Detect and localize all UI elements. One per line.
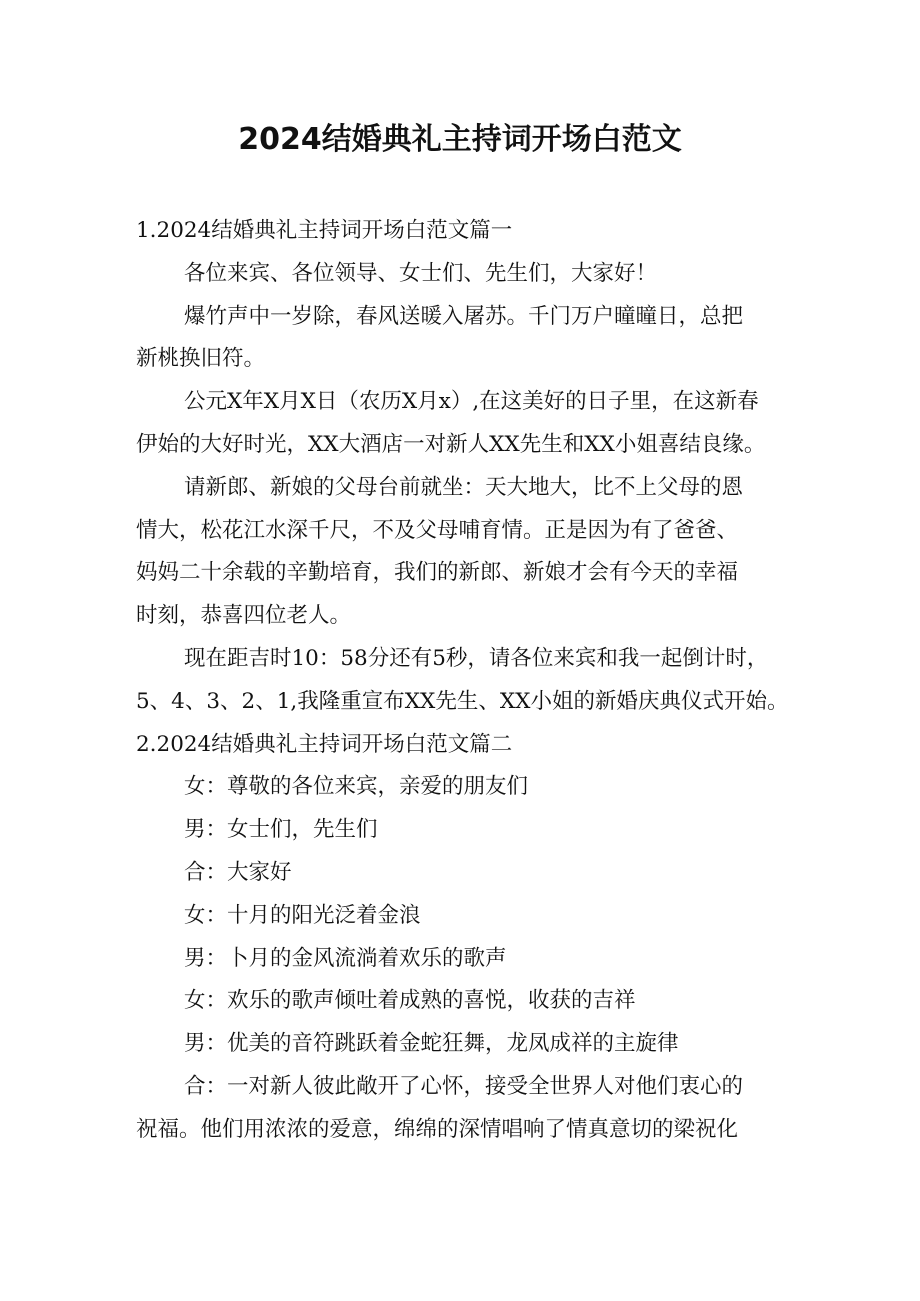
document-body [136,210,788,1152]
text-line: 合：大家好 [184,859,292,885]
text-line: 公元X年X月X日（农历X月x）,在这美好的日子里，在这新春 [184,389,759,415]
text-line: 男：优美的音符跳跃着金蛇狂舞，龙凤成祥的主旋律 [184,1031,679,1057]
text-line: 男：女士们，先生们 [184,817,378,843]
text-line: 现在距吉时10：58分还有5秒，请各位来宾和我一起倒计时， [184,645,769,671]
text-line: 妈妈二十余载的辛勤培育，我们的新郎、新娘才会有今天的幸福 [136,560,739,586]
text-line: 情大，松花江水深千尺，不及父母哺育情。正是因为有了爸爸、 [136,517,739,543]
text-line: 5、4、3、2、1,我隆重宣布XX先生、XX小姐的新婚庆典仪式开始。 [136,688,788,714]
text-line: 合：一对新人彼此敞开了心怀，接受全世界人对他们衷心的 [184,1073,744,1099]
text-line: 祝福。他们用浓浓的爱意，绵绵的深情唱响了情真意切的梁祝化 [136,1116,739,1142]
document-title: 2024结婚典礼主持词开场白范文 [238,122,682,157]
text-line: 2.2024结婚典礼主持词开场白范文篇二 [136,731,513,757]
text-line: 1.2024结婚典礼主持词开场白范文篇一 [136,218,513,243]
text-line: 时刻，恭喜四位老人。 [136,603,352,629]
text-line: 爆竹声中一岁除，春风送暖入屠苏。千门万户曈曈日，总把 [184,303,744,329]
text-line: 请新郎、新娘的父母台前就坐：天大地大，比不上父母的恩 [184,474,744,500]
text-line: 女：十月的阳光泛着金浪 [184,902,421,928]
text-line: 伊始的大好时光，XX大酒店一对新人XX先生和XX小姐喜结良缘。 [136,431,766,457]
text-line: 女：欢乐的歌声倾吐着成熟的喜悦，收获的吉祥 [184,988,636,1014]
text-line: 新桃换旧符。 [136,346,266,372]
text-line: 女：尊敬的各位来宾，亲爱的朋友们 [184,774,529,800]
text-line: 男：卜月的金风流淌着欢乐的歌声 [184,945,507,971]
text-line: 各位来宾、各位领导、女士们、先生们，大家好！ [184,260,658,286]
